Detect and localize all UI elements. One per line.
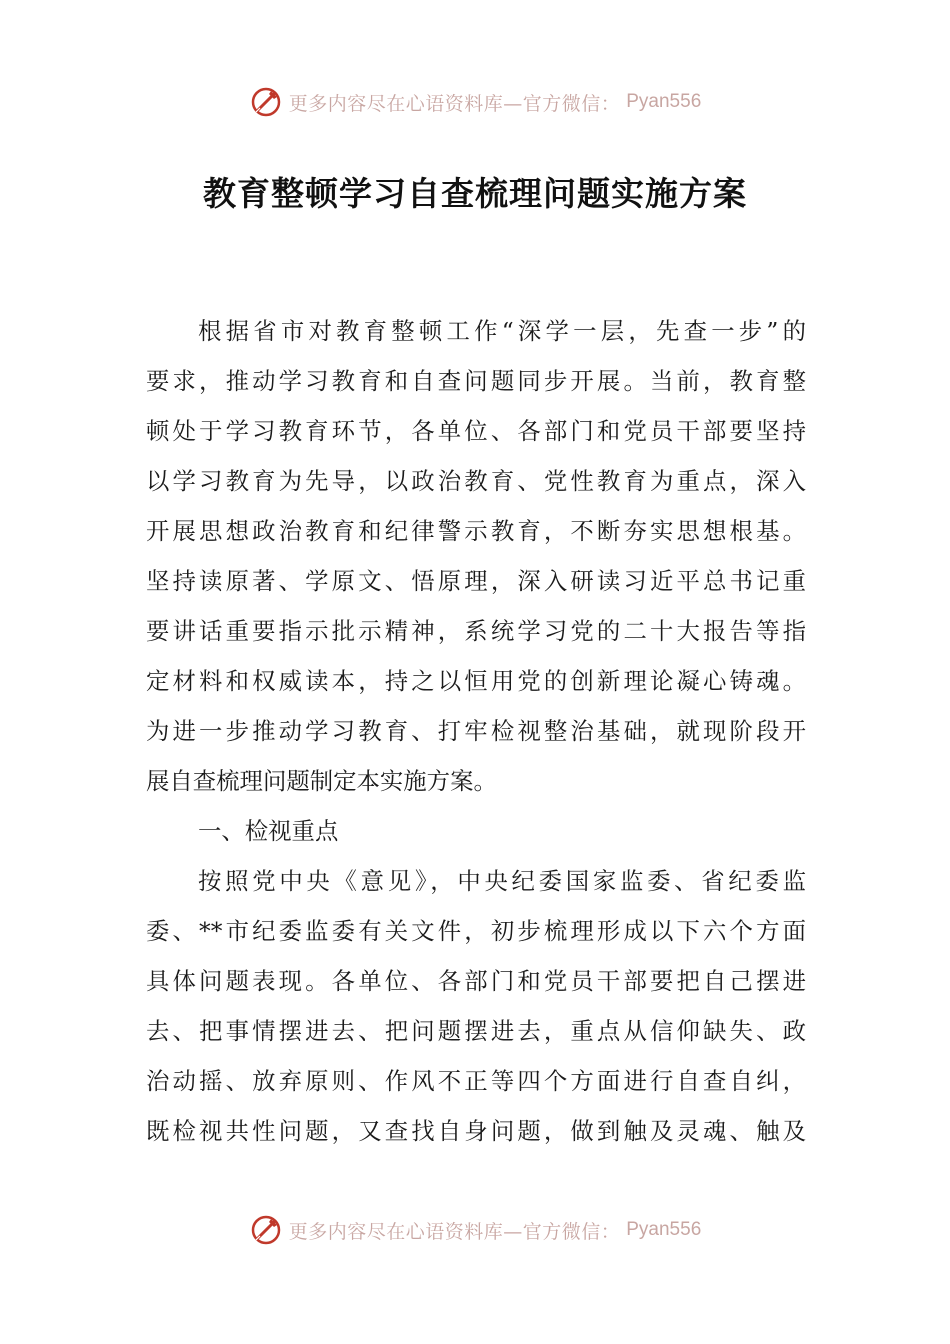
paragraph-line: 展自查梳理问题制定本实施方案。	[146, 767, 497, 795]
paragraph-line: 定材料和权威读本，持之以恒用党的创新理论凝心铸魂。	[146, 667, 806, 695]
logo-icon	[249, 1213, 283, 1247]
paragraph-line: 按照党中央《意见》，中央纪委国家监委、省纪委监	[198, 867, 806, 895]
section-heading: 一、检视重点	[198, 817, 339, 845]
paragraph-line: 委、**市纪委监委有关文件，初步梳理形成以下六个方面	[146, 917, 806, 945]
paragraph-line: 治动摇、放弃原则、作风不正等四个方面进行自查自纠，	[146, 1067, 806, 1095]
paragraph-line: 既检视共性问题，又查找自身问题，做到触及灵魂、触及	[146, 1117, 806, 1145]
header-banner	[0, 82, 950, 122]
paragraph-line: 具体问题表现。各单位、各部门和党员干部要把自己摆进	[146, 967, 806, 995]
paragraph-line: 去、把事情摆进去、把问题摆进去，重点从信仰缺失、政	[146, 1017, 806, 1045]
banner-text: 更多内容尽在心语资料库—官方微信：	[288, 1220, 621, 1243]
paragraph-line: 要求，推动学习教育和自查问题同步开展。当前，教育整	[146, 367, 806, 395]
paragraph-line: 开展思想政治教育和纪律警示教育，不断夯实思想根基。	[146, 517, 806, 545]
logo-icon	[249, 85, 283, 119]
footer-banner	[0, 1210, 950, 1250]
document-body	[146, 306, 806, 1156]
paragraph-line: 根据省市对教育整顿工作“深学一层，先查一步”的	[198, 317, 806, 345]
document-title: 教育整顿学习自查梳理问题实施方案	[203, 174, 747, 213]
paragraph-line: 坚持读原著、学原文、悟原理，深入研读习近平总书记重	[146, 567, 806, 595]
paragraph-line: 要讲话重要指示批示精神，系统学习党的二十大报告等指	[146, 617, 806, 645]
banner-handle: Pyan556	[626, 1219, 702, 1240]
paragraph-line: 顿处于学习教育环节，各单位、各部门和党员干部要坚持	[146, 417, 806, 445]
banner-handle: Pyan556	[626, 91, 702, 112]
paragraph-line: 为进一步推动学习教育、打牢检视整治基础，就现阶段开	[146, 717, 806, 745]
banner-text: 更多内容尽在心语资料库—官方微信：	[288, 92, 621, 115]
paragraph-line: 以学习教育为先导，以政治教育、党性教育为重点，深入	[146, 467, 806, 495]
